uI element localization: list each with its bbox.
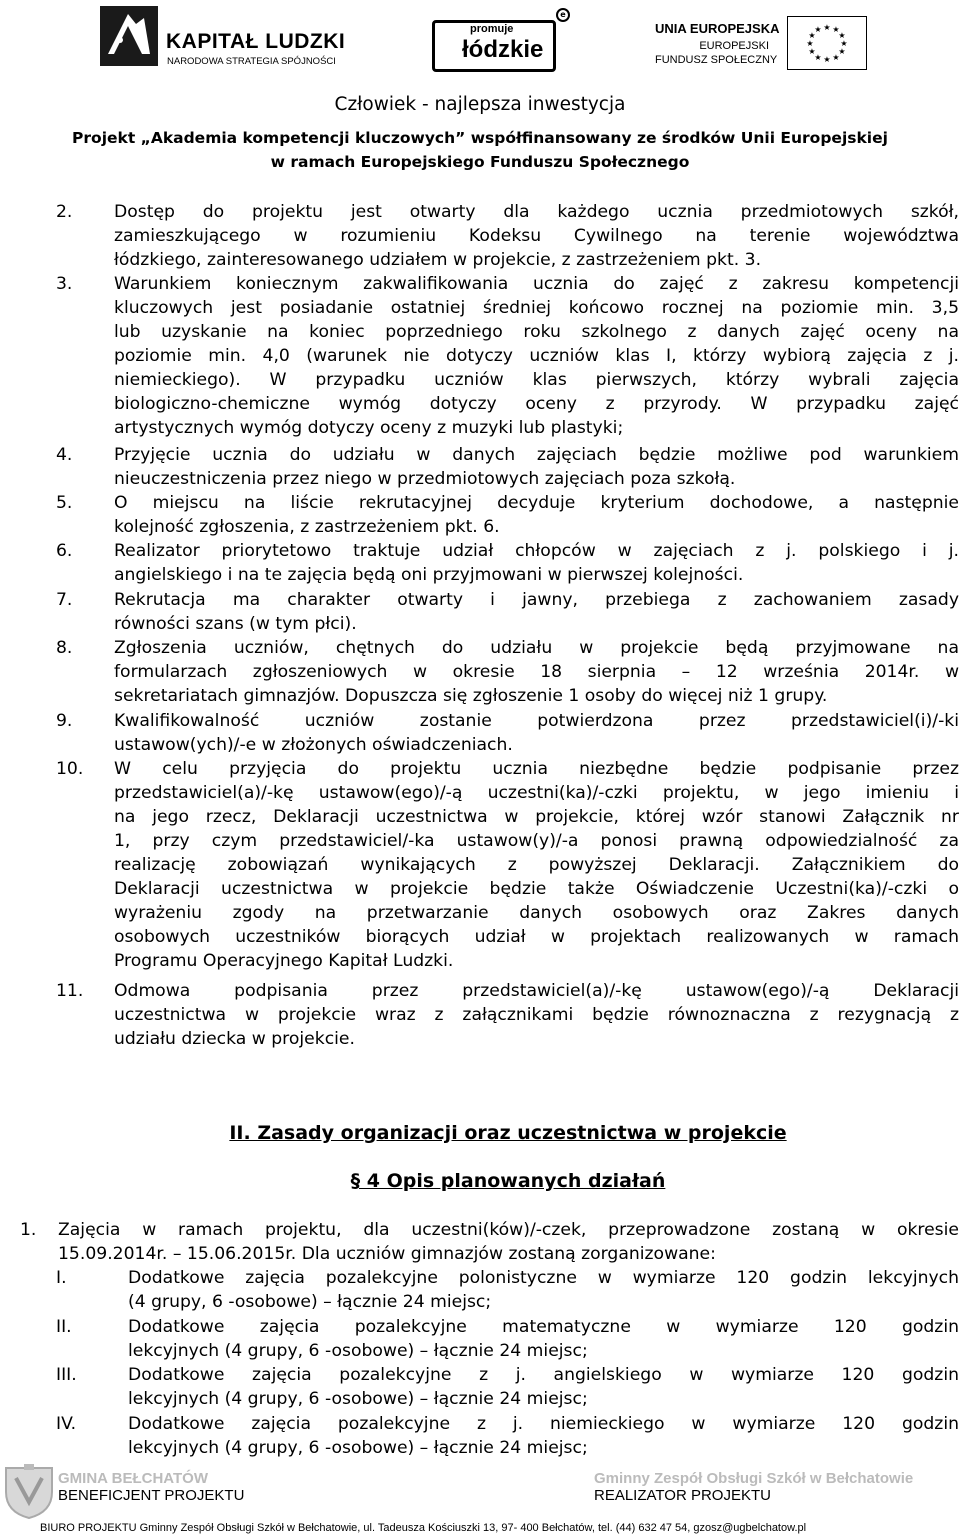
item-text-line: udziału dziecka w projekcie.: [114, 1029, 355, 1049]
item-text-line: kolejność zgłoszenia, z zastrzeżeniem pkt. 6.: [114, 517, 500, 537]
svg-text:★: ★: [823, 55, 831, 64]
s4-subitem-text-line: Dodatkowe zajęcia pozalekcyjne matematyczne w wymiarze 120 godzin: [128, 1317, 959, 1337]
item-text-line: W celu przyjęcia do projektu ucznia niezbędne będzie podpisanie przez: [114, 759, 959, 779]
item-text-line: równości szans (w tym płci).: [114, 614, 357, 634]
footer-realizer-role: REALIZATOR PROJEKTU: [594, 1487, 771, 1504]
s4-subitem-text-line: lekcyjnych (4 grupy, 6 -osobowe) – łącznie 24 miejsc;: [128, 1438, 588, 1458]
item-text-line: angielskiego i na te zajęcia będą oni przyjmowani w pierwszej kolejności.: [114, 565, 744, 585]
section-title: II. Zasady organizacji oraz uczestnictwa w projekcie: [229, 1122, 787, 1144]
kapital-ludzki-logo: [100, 6, 350, 72]
item-text-line: Deklaracji uczestnictwa w projekcie będzie także Oświadczenie Uczestni(ka)/-czki o: [114, 879, 959, 899]
item-text-line: Programu Operacyjnego Kapitał Ludzki.: [114, 951, 454, 971]
svg-text:★: ★: [806, 39, 814, 48]
svg-text:★: ★: [808, 31, 816, 40]
item-text-line: 1, przy czym przedstawiciel/-ka ustawow(y)/-a ponosi prawną odpowiedzialność za: [114, 831, 959, 851]
item-text-line: łódzkiego, zainteresowanego udziałem w projekcie, z zastrzeżeniem pkt. 3.: [114, 250, 762, 270]
item-text-line: Zgłoszenia uczniów, chętnych do udziału w projekcie będą przyjmowane na: [114, 638, 959, 658]
item-text-line: biologiczno-chemiczne wymóg dotyczy oceny z przyrody. W przypadku zajęć: [114, 394, 959, 414]
item-text-line: Odmowa podpisania przez przedstawiciel(a)/-kę ustawow(ego)/-ą Deklaracji: [114, 981, 959, 1001]
s4-item-number: 1.: [20, 1220, 37, 1240]
s4-text-line: 15.09.2014r. – 15.06.2015r. Dla uczniów gimnazjów zostaną zorganizowane:: [58, 1244, 716, 1264]
s4-subitem-text-line: Dodatkowe zajęcia pozalekcyjne z j. angielskiego w wymiarze 120 godzin: [128, 1365, 959, 1385]
item-number: 10.: [56, 759, 84, 779]
promuje-lodzkie-logo: [432, 8, 572, 74]
s4-subitem-text-line: Dodatkowe zajęcia pozalekcyjne polonistyczne w wymiarze 120 godzin lekcyjnych: [128, 1268, 959, 1288]
svg-text:★: ★: [840, 39, 848, 48]
s4-subitem-number: II.: [56, 1317, 72, 1337]
item-number: 3.: [56, 274, 73, 294]
item-text-line: Przyjęcie ucznia do udziału w danych zajęciach będzie możliwe pod warunkiem: [114, 445, 959, 465]
lodzkie-e-mark-icon: e: [556, 8, 570, 22]
item-text-line: wyrażeniu zgody na przetwarzanie danych osobowych oraz Zakres danych: [114, 903, 959, 923]
gmina-crest-icon: [2, 1462, 56, 1520]
item-text-line: osobowych uczestników biorących udział w projektach realizowanych w ramach: [114, 927, 959, 947]
item-text-line: ustawow(ych)/-e w złożonych oświadczeniach.: [114, 735, 513, 755]
item-text-line: niemieckiego). W przypadku uczniów klas pierwszych, którzy wybrali zajęcia: [114, 370, 959, 390]
kapital-ludzki-title: KAPITAŁ LUDZKI: [166, 30, 346, 53]
kapital-ludzki-subtitle: NARODOWA STRATEGIA SPÓJNOŚCI: [167, 56, 336, 67]
item-text-line: realizację zobowiązań wynikających z powyższej Deklaracji. Załącznikiem do: [114, 855, 959, 875]
item-text-line: przedstawiciel(a)/-kę ustawow(ego)/-ą uczestni(ka)/-czki projektu, w jego imieniu i: [114, 783, 959, 803]
item-number: 4.: [56, 445, 73, 465]
s4-subitem-text-line: Dodatkowe zajęcia pozalekcyjne z j. niemieckiego w wymiarze 120 godzin: [128, 1414, 959, 1434]
item-number: 6.: [56, 541, 73, 561]
item-number: 5.: [56, 493, 73, 513]
project-line-1: Projekt „Akademia kompetencji kluczowych” współfinansowany ze środków Unii Europejskiej: [72, 129, 888, 147]
eu-logo-line2: EUROPEJSKI: [699, 40, 769, 52]
item-text-line: artystycznych wymóg dotyczy oceny z muzyki lub plastyki;: [114, 418, 624, 438]
item-text-line: poziomie min. 4,0 (warunek nie dotyczy uczniów klas I, którzy wybiorą zajęcia z j.: [114, 346, 959, 366]
eu-logo: [655, 16, 935, 72]
eu-flag-icon: [787, 16, 867, 70]
s4-subitem-text-line: lekcyjnych (4 grupy, 6 -osobowe) – łącznie 24 miejsc;: [128, 1341, 588, 1361]
item-number: 9.: [56, 711, 73, 731]
footer-beneficiary-role: BENEFICJENT PROJEKTU: [58, 1487, 245, 1504]
svg-text:★: ★: [814, 53, 822, 62]
s4-subitem-text-line: (4 grupy, 6 -osobowe) – łącznie 24 miejsc;: [128, 1292, 492, 1312]
item-text-line: kluczowych jest posiadanie ostatniej średniej końcowo rocznej na poziomie min. 3,5: [114, 298, 959, 318]
item-text-line: uczestnictwa w projekcie wraz z załącznikami będzie równoznaczna z rezygnacją z: [114, 1005, 959, 1025]
svg-text:★: ★: [814, 25, 822, 34]
lodzkie-logo-main: łódzkie: [462, 36, 544, 63]
item-text-line: Warunkiem koniecznym zakwalifikowania ucznia do zajęć z zakresu kompetencji: [114, 274, 959, 294]
slogan: Człowiek - najlepsza inwestycja: [334, 94, 626, 115]
svg-text:★: ★: [838, 31, 846, 40]
svg-text:★: ★: [823, 23, 831, 32]
footer-realizer-name: Gminny Zespół Obsługi Szkół w Bełchatowie: [594, 1470, 914, 1487]
svg-text:★: ★: [838, 47, 846, 56]
s4-subitem-number: III.: [56, 1365, 77, 1385]
item-text-line: formularzach zgłoszeniowych w okresie 18 sierpnia – 12 września 2014r. w: [114, 662, 959, 682]
item-number: 11.: [56, 981, 84, 1001]
item-text-line: Kwalifikowalność uczniów zostanie potwierdzona przez przedstawiciel(i)/-ki: [114, 711, 959, 731]
s4-subitem-number: IV.: [56, 1414, 77, 1434]
item-text-line: Dostęp do projektu jest otwarty dla każdego ucznia przedmiotowych szkół,: [114, 202, 959, 222]
item-number: 2.: [56, 202, 73, 222]
svg-text:★: ★: [832, 53, 840, 62]
item-number: 7.: [56, 590, 73, 610]
s4-subitem-text-line: lekcyjnych (4 grupy, 6 -osobowe) – łącznie 24 miejsc;: [128, 1389, 588, 1409]
item-text-line: zamieszkującego w rozumieniu Kodeksu Cywilnego na terenie województwa: [114, 226, 959, 246]
item-text-line: Rekrutacja ma charakter otwarty i jawny, przebiega z zachowaniem zasady: [114, 590, 959, 610]
footer-address: BIURO PROJEKTU Gminny Zespół Obsługi Szkół w Bełchatowie, ul. Tadeusza Kościuszki 13, 97- 400 Bełchatów, tel. (44) 632 47 54, gzosz@ugbelchatow.pl: [40, 1522, 807, 1534]
item-text-line: sekretariatach gimnazjów. Dopuszcza się zgłoszenie 1 osoby do więcej niż 1 grupy.: [114, 686, 828, 706]
item-number: 8.: [56, 638, 73, 658]
item-text-line: lub uzyskanie na koniec poprzedniego roku szkolnego z danych zajęć oceny na: [114, 322, 959, 342]
subsection-title: § 4 Opis planowanych działań: [350, 1170, 666, 1192]
s4-subitem-number: I.: [56, 1268, 67, 1288]
kapital-ludzki-emblem-icon: [100, 6, 158, 66]
svg-text:★: ★: [832, 25, 840, 34]
svg-text:★: ★: [808, 47, 816, 56]
item-text-line: nieuczestniczenia przez niego w przedmiotowych zajęciach poza szkołą.: [114, 469, 736, 489]
footer-beneficiary-name: GMINA BEŁCHATÓW: [58, 1470, 208, 1487]
eu-logo-line3: FUNDUSZ SPOŁECZNY: [655, 54, 778, 66]
project-line-2: w ramach Europejskiego Funduszu Społecznego: [270, 153, 690, 171]
s4-text-line: Zajęcia w ramach projektu, dla uczestni(ków)/-czek, przeprowadzone zostaną w okresie: [58, 1220, 959, 1240]
lodzkie-logo-top: promuje: [470, 23, 514, 35]
item-text-line: O miejscu na liście rekrutacyjnej decyduje kryterium dochodowe, a następnie: [114, 493, 959, 513]
item-text-line: na jego rzecz, Deklaracji uczestnictwa w projekcie, której wzór stanowi Załącznik nr: [114, 807, 959, 827]
item-text-line: Realizator priorytetowo traktuje udział chłopców w zajęciach z j. polskiego i j.: [114, 541, 959, 561]
eu-logo-line1: UNIA EUROPEJSKA: [655, 21, 780, 36]
